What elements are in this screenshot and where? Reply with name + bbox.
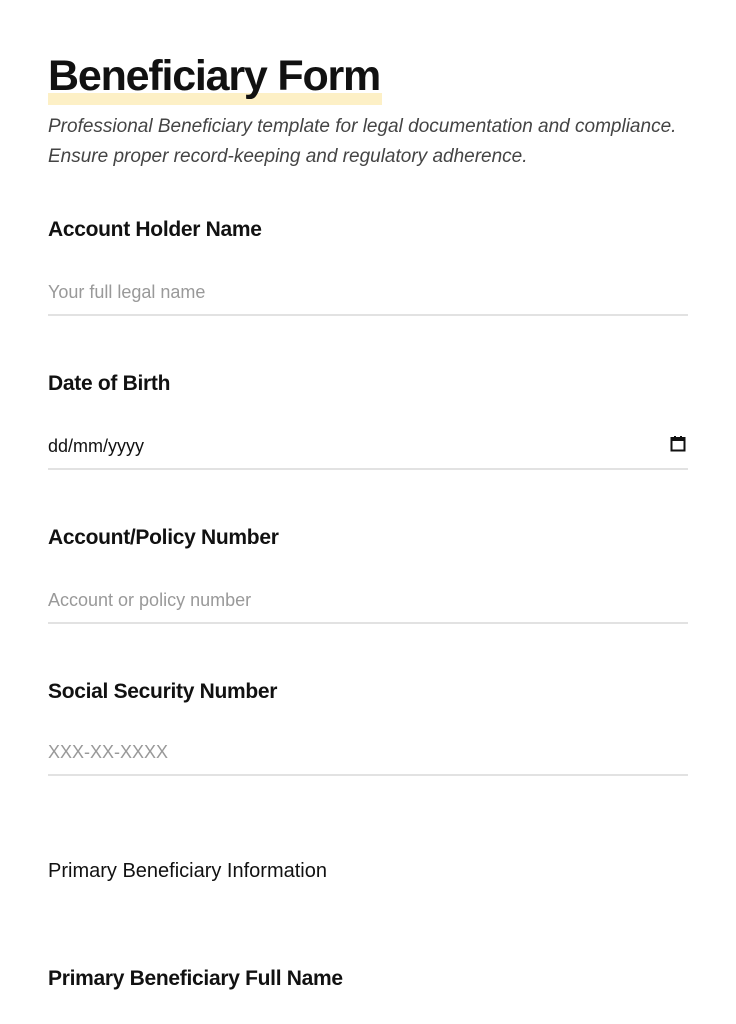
page-title-text: Beneficiary Form	[48, 52, 381, 100]
account-policy-number-field	[48, 526, 688, 624]
date-of-birth-field	[48, 372, 688, 470]
calendar-icon[interactable]	[670, 435, 686, 457]
page-description: Professional Beneficiary template for legal documentation and compliance. Ensure proper record-keeping and regulatory adherence.	[48, 116, 677, 167]
date-value: dd/mm/yyyy	[48, 435, 145, 456]
placeholder: Account or policy number	[48, 589, 252, 610]
account-policy-number-input[interactable]	[48, 578, 688, 624]
field-label: Account Holder Name	[48, 218, 262, 241]
placeholder: XXX-XX-XXXX	[48, 741, 169, 762]
date-of-birth-input[interactable]	[48, 424, 688, 470]
section-heading: Primary Beneficiary Information	[48, 860, 327, 882]
page-title	[48, 52, 380, 100]
ssn-field	[48, 680, 688, 776]
primary-beneficiary-name-label: Primary Beneficiary Full Name	[48, 967, 343, 990]
field-label: Social Security Number	[48, 680, 278, 703]
placeholder: Your full legal name	[48, 281, 206, 302]
account-holder-name-input[interactable]	[48, 270, 688, 316]
account-holder-name-field	[48, 218, 688, 316]
ssn-input[interactable]	[48, 730, 688, 776]
field-label: Account/Policy Number	[48, 526, 279, 549]
field-label: Date of Birth	[48, 372, 171, 395]
